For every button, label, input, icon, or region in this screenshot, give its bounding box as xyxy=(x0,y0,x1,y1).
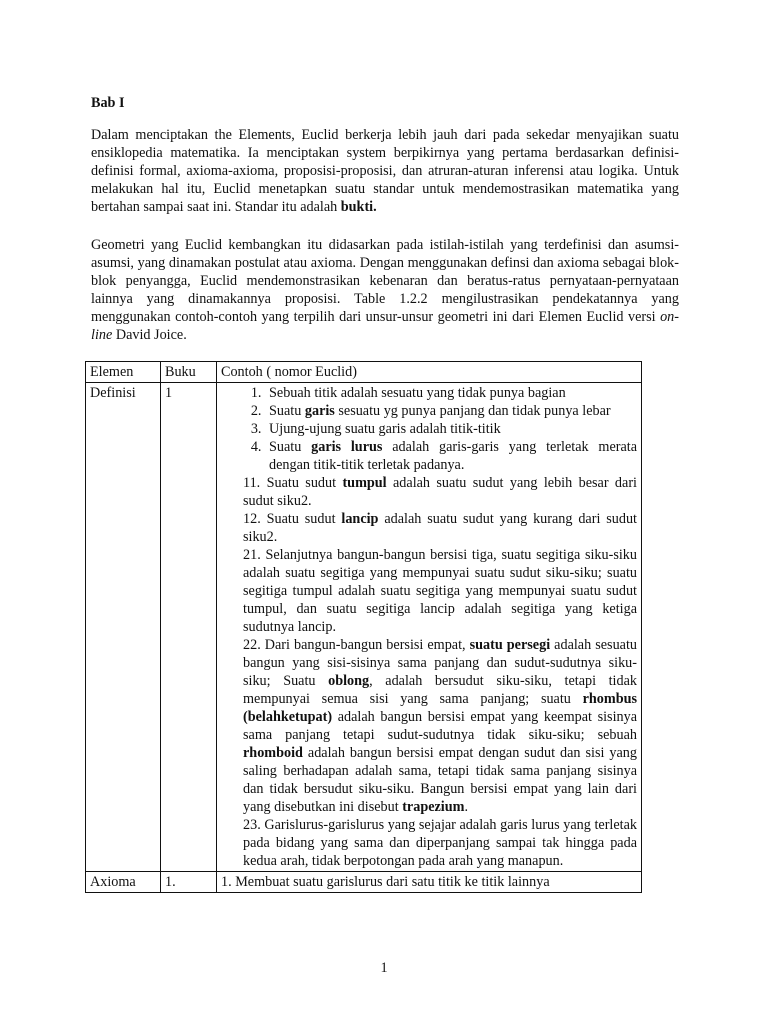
cell-axioma-buku: 1. xyxy=(161,872,217,893)
geometry-paragraph-italic: on-line xyxy=(91,309,679,343)
intro-paragraph-text: Dalam menciptakan the Elements, Euclid berkerja lebih jauh dari pada sekedar menyajikan suatu ensiklopedia matematika. Ia menciptakan system berpikirnya yang pertama berdasarkan definisi-definisi formal, axioma-axioma, proposisi-proposisi, dan atruran-aturan inferensi atau logika. Untuk melakukan hal itu, Euclid menetapkan suatu standar untuk mendemostrasikan matematika yang bertahan sampai saat ini. Standar itu adalah xyxy=(91,127,679,215)
header-contoh: Contoh ( nomor Euclid) xyxy=(217,362,642,383)
definition-4: 4. Suatu garis lurus adalah garis-garis yang terletak merata dengan titik-titik terletak padanya. xyxy=(265,438,637,474)
geometry-paragraph-text: Geometri yang Euclid kembangkan itu didasarkan pada istilah-istilah yang terdefinisi dan asumsi-asumsi, yang dinamakan postulat atau axioma. Dengan menggunakan definsi dan axioma sebagai blok-blok penyangga, Euclid mendemonstrasikan kebenaran dan beratus-ratus pernyataan-pernyataan lainnya yang dinamakannya proposisi. Table 1.2.2 mengilustrasikan pendekatannya yang menggunakan contoh-contoh yang terpilih dari unsur-unsur geometri ini dari Elemen Euclid versi xyxy=(91,237,679,325)
cell-axioma-elemen: Axioma xyxy=(86,872,161,893)
cell-definisi-buku: 1 xyxy=(161,383,217,872)
intro-paragraph xyxy=(91,126,679,216)
definition-12: 12. Suatu sudut lancip adalah suatu sudut yang kurang dari sudut siku2. xyxy=(243,511,637,545)
table-row-definisi xyxy=(86,383,642,872)
cell-definisi-contoh xyxy=(217,383,642,872)
definition-23: 23. Garislurus-garislurus yang sejajar adalah garis lurus yang terletak pada bidang yang sama dan diperpanjang sampai tak hingga pada kedua arah, tidak berpotongan pada arah yang manapun. xyxy=(243,817,637,869)
definition-21: 21. Selanjutnya bangun-bangun bersisi tiga, suatu segitiga siku-siku adalah suatu segitiga yang mempunyai suatu sudut siku-siku; suatu segitiga tumpul adalah suatu segitiga yang mempunyai suatu sudut tumpul, dan suatu segitiga lancip adalah segitiga yang ketiga sudutnya lancip. xyxy=(243,547,637,635)
cell-axioma-contoh: 1. Membuat suatu garislurus dari satu titik ke titik lainnya xyxy=(217,872,642,893)
table-row-axioma xyxy=(86,872,642,893)
chapter-title: Bab I xyxy=(91,95,125,111)
geometry-paragraph xyxy=(91,236,679,344)
geometry-paragraph-end: David Joice. xyxy=(112,327,187,343)
definition-11: 11. Suatu sudut tumpul adalah suatu sudut yang lebih besar dari sudut siku2. xyxy=(243,475,637,509)
header-buku: Buku xyxy=(161,362,217,383)
definition-1: 1. Sebuah titik adalah sesuatu yang tidak punya bagian xyxy=(265,384,637,402)
definition-list xyxy=(221,384,637,474)
cell-definisi-elemen: Definisi xyxy=(86,383,161,872)
intro-paragraph-bold: bukti. xyxy=(340,199,377,215)
definition-2: 2. Suatu garis sesuatu yg punya panjang dan tidak punya lebar xyxy=(265,402,637,420)
header-elemen: Elemen xyxy=(86,362,161,383)
table-header-row xyxy=(86,362,642,383)
page-number: 1 xyxy=(380,960,388,976)
euclid-elements-table xyxy=(85,361,642,893)
definition-22: 22. Dari bangun-bangun bersisi empat, suatu persegi adalah sesuatu bangun yang sisi-sisinya sama panjang dan sudut-sudutnya siku-siku; Suatu oblong, adalah bersudut siku-siku, tetapi tidak mempunyai semua sisi yang sama panjang; suatu rhombus (belahketupat) adalah bangun bersisi empat yang keempat sisinya sama panjang tetapi sudut-sudutnya tidak siku-siku; sebuah rhomboid adalah bangun bersisi empat dengan sudut dan sisi yang saling berhadapan adalah sama, tetapi tidak sama panjang sisinya dan tidak bersudut siku-siku. Bangun bersisi empat yang lain dari yang disebutkan ini disebut trapezium. xyxy=(243,637,637,815)
definition-3: 3. Ujung-ujung suatu garis adalah titik-titik xyxy=(265,420,637,438)
